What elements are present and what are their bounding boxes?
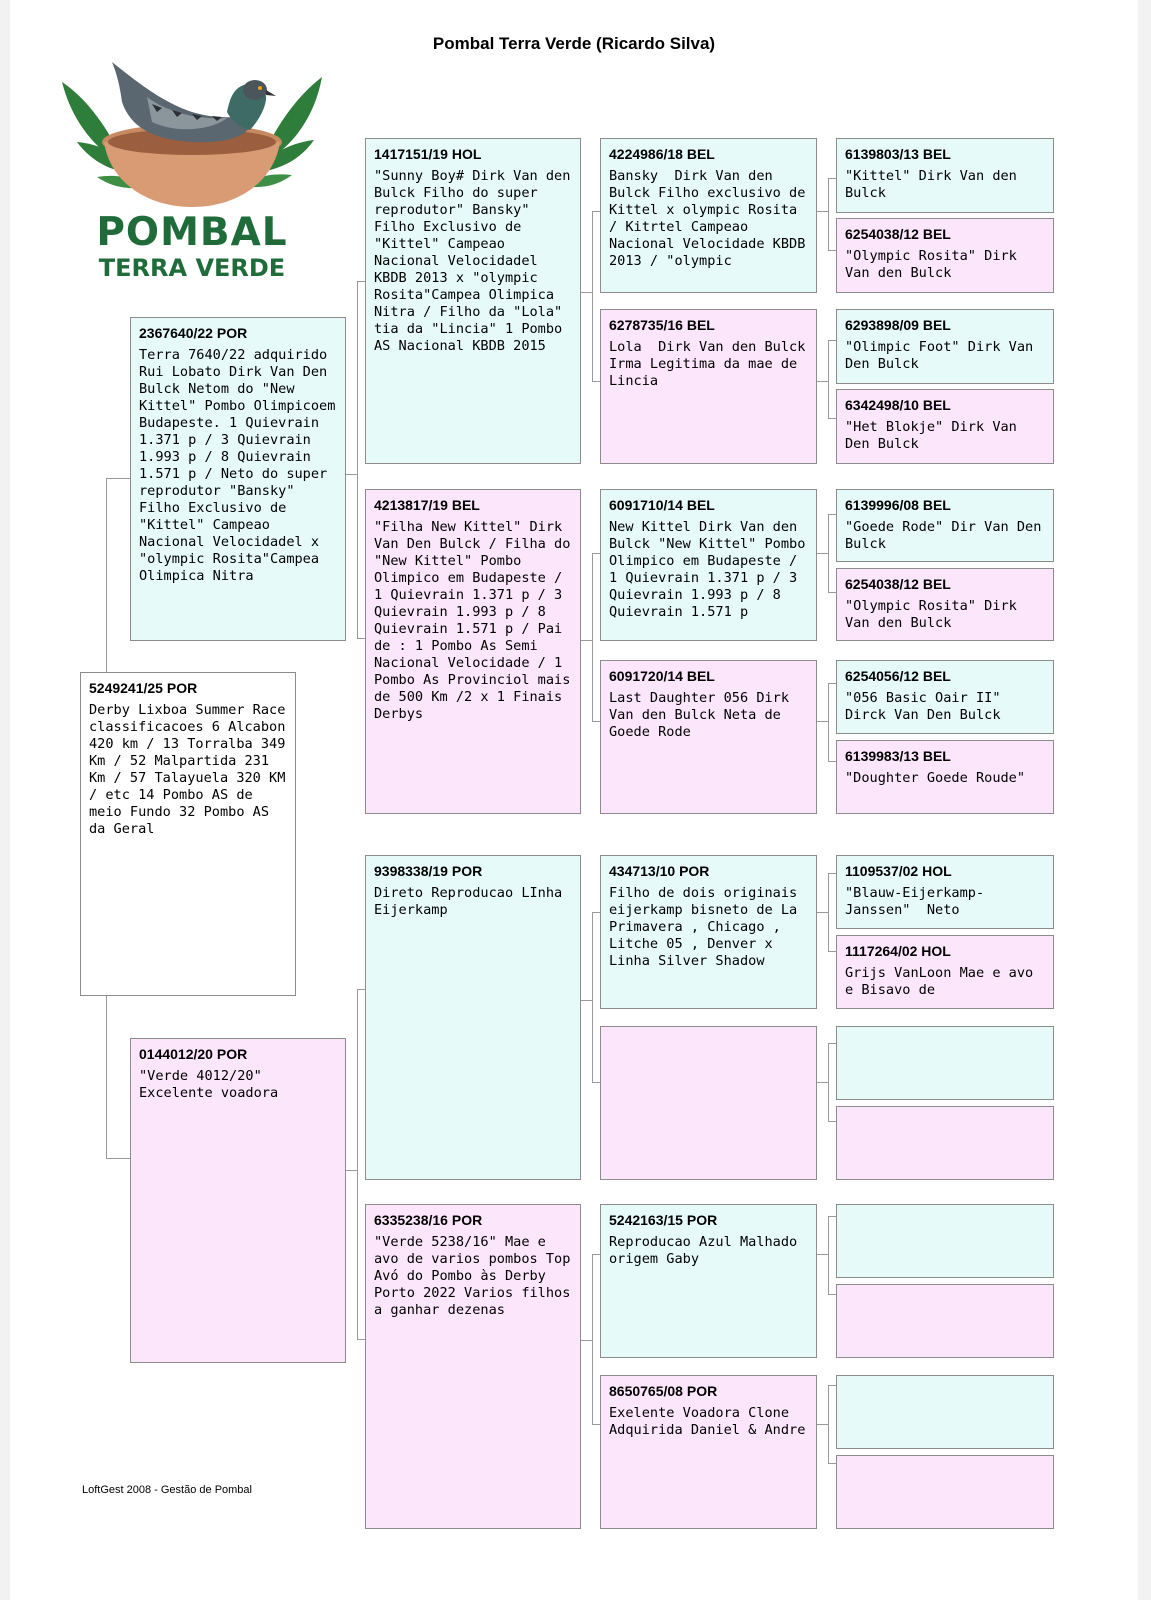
gen4-card <box>836 218 1054 293</box>
description: Terra 7640/22 adquirido Rui Lobato Dirk Van Den Bulck Netom do "New Kittel" Pombo Olimpicoem Budapeste. 1 Quievrain 1.371 p / 3 Quievrain 1.993 p / 8 Quievrain 1.571 p / Neto do super reprodutor "Bansky" Filho Exclusivo de "Kittel" Campeao Nacional Velocidadel x "olympic Rosita"Campea Olimpica Nitra <box>139 347 344 584</box>
pigeon-in-pot-icon <box>52 42 332 212</box>
grandsire-maternal-card <box>365 855 581 1180</box>
gen4-card <box>836 138 1054 213</box>
ring-number: 6091710/14 BEL <box>609 497 715 513</box>
ring-number: 6278735/16 BEL <box>609 317 715 333</box>
description: Lola Dirk Van den Bulck Irma Legitima da mae de Lincia <box>609 339 814 389</box>
gen3-card <box>600 1204 817 1358</box>
gen3-card <box>600 489 817 641</box>
ring-number: 1109537/02 HOL <box>845 863 952 879</box>
ring-number: 1117264/02 HOL <box>845 943 951 959</box>
description: Filho de dois originais eijerkamp bisneto de La Primavera , Chicago , Litche 05 , Denver x Linha Silver Shadow <box>609 885 806 969</box>
description: Last Daughter 056 Dirk Van den Bulck Neta de Goede Rode <box>609 690 798 740</box>
gen4-card <box>836 568 1054 641</box>
ring-number: 1417151/19 HOL <box>374 146 482 162</box>
ring-number: 434713/10 POR <box>609 863 710 879</box>
gen4-card-empty <box>836 1204 1054 1278</box>
ring-number: 6342498/10 BEL <box>845 397 951 413</box>
gen4-card <box>836 740 1054 814</box>
description: "Verde 4012/20" Excelente voadora <box>139 1068 279 1101</box>
gen3-card <box>600 855 817 1009</box>
description: Exelente Voadora Clone Adquirida Daniel & Andre <box>609 1405 806 1438</box>
ring-number: 0144012/20 POR <box>139 1046 248 1062</box>
ring-number: 6254038/12 BEL <box>845 576 951 592</box>
ring-number: 6254038/12 BEL <box>845 226 951 242</box>
ring-number: 2367640/22 POR <box>139 325 248 341</box>
description: "Olympic Rosita" Dirk Van den Bulck <box>845 248 1026 281</box>
gen4-card-empty <box>836 1284 1054 1358</box>
description: New Kittel Dirk Van den Bulck "New Kittel" Pombo Olimpico em Budapeste / 1 Quievrain 1.371 p / 3 Quievrain 1.993 p / 8 Quievrain 1.571 p <box>609 519 814 620</box>
ring-number: 6293898/09 BEL <box>845 317 951 333</box>
ring-number: 4213817/19 BEL <box>374 497 480 513</box>
gen3-card <box>600 660 817 814</box>
ring-number: 5242163/15 POR <box>609 1212 718 1228</box>
gen4-card <box>836 389 1054 464</box>
pedigree-page <box>10 0 1138 1600</box>
description: Direto Reproducao LInha Eijerkamp <box>374 885 579 918</box>
ring-number: 6335238/16 POR <box>374 1212 483 1228</box>
description: "Het Blokje" Dirk Van Den Bulck <box>845 419 1026 452</box>
granddam-maternal-card <box>365 1204 581 1529</box>
gen4-card <box>836 489 1054 562</box>
gen4-card <box>836 660 1054 734</box>
dam-card <box>130 1038 346 1363</box>
description: "Olympic Rosita" Dirk Van den Bulck <box>845 598 1026 631</box>
gen4-card <box>836 935 1054 1009</box>
gen3-card <box>600 309 817 464</box>
ring-number: 6139803/13 BEL <box>845 146 951 162</box>
ring-number: 6139983/13 BEL <box>845 748 951 764</box>
gen3-card <box>600 138 817 293</box>
description: Reproducao Azul Malhado origem Gaby <box>609 1234 806 1267</box>
sire-card <box>130 317 346 641</box>
ring-number: 6254056/12 BEL <box>845 668 951 684</box>
logo-title: POMBAL <box>96 210 288 255</box>
ring-number: 9398338/19 POR <box>374 863 483 879</box>
footer-credit: LoftGest 2008 - Gestão de Pombal <box>82 1484 252 1496</box>
gen4-card <box>836 855 1054 929</box>
description: "Kittel" Dirk Van den Bulck <box>845 168 1026 201</box>
description: "Olimpic Foot" Dirk Van Den Bulck <box>845 339 1042 372</box>
description: "Blauw-Eijerkamp-Janssen" Neto <box>845 885 985 918</box>
gen4-card-empty <box>836 1106 1054 1180</box>
ring-number: 5249241/25 POR <box>89 680 198 696</box>
description: "056 Basic Oair II" Dirck Van Den Bulck <box>845 690 1009 723</box>
gen4-card-empty <box>836 1375 1054 1449</box>
grandsire-paternal-card <box>365 138 581 464</box>
description: Derby Lixboa Summer Race classificacoes 6 Alcabon 420 km / 13 Torralba 349 Km / 52 Malpartida 231 Km / 57 Talayuela 320 KM / etc 14 Pombo AS de meio Fundo 32 Pombo AS da Geral <box>89 702 294 837</box>
gen3-card-empty <box>600 1026 817 1180</box>
description: "Sunny Boy# Dirk Van den Bulck Filho do super reprodutor" Bansky" Filho Exclusivo de "Kittel" Campeao Nacional Velocidadel KBDB 2013 x "olympic Rosita"Campea Olimpica Nitra / Filho da "Lola" tia da "Lincia" 1 Pombo AS Nacional KBDB 2015 <box>374 168 579 354</box>
ring-number: 6139996/08 BEL <box>845 497 951 513</box>
description: "Verde 5238/16" Mae e avo de varios pombos Top Avó do Pombo às Derby Porto 2022 Varios filhos a ganhar dezenas <box>374 1234 579 1318</box>
description: Bansky Dirk Van den Bulck Filho exclusivo de Kittel x olympic Rosita / Kitrtel Campeao Nacional Velocidade KBDB 2013 / "olympic <box>609 168 814 269</box>
ring-number: 8650765/08 POR <box>609 1383 718 1399</box>
gen3-card <box>600 1375 817 1529</box>
description: "Goede Rode" Dir Van Den Bulck <box>845 519 1050 552</box>
ring-number: 4224986/18 BEL <box>609 146 715 162</box>
gen4-card-empty <box>836 1455 1054 1529</box>
subject-card <box>80 672 296 996</box>
description: "Filha New Kittel" Dirk Van Den Bulck / Filha do "New Kittel" Pombo Olimpico em Budapeste / 1 Quievrain 1.371 p / 3 Quievrain 1.993 p / 8 Quievrain 1.571 p / Pai de : 1 Pombo As Semi Nacional Velocidade / 1 Pombo As Provinciol mais de 500 Km /2 x 1 Finais Derbys <box>374 519 579 722</box>
page-title: Pombal Terra Verde (Ricardo Silva) <box>432 34 716 53</box>
granddam-paternal-card <box>365 489 581 814</box>
gen4-card <box>836 309 1054 384</box>
ring-number: 6091720/14 BEL <box>609 668 715 684</box>
gen4-card-empty <box>836 1026 1054 1100</box>
logo-subtitle: TERRA VERDE <box>98 254 286 282</box>
description: Grijs VanLoon Mae e avo e Bisavo de <box>845 965 1042 998</box>
description: "Doughter Goede Roude" <box>845 770 1026 786</box>
pombal-logo <box>52 42 332 287</box>
